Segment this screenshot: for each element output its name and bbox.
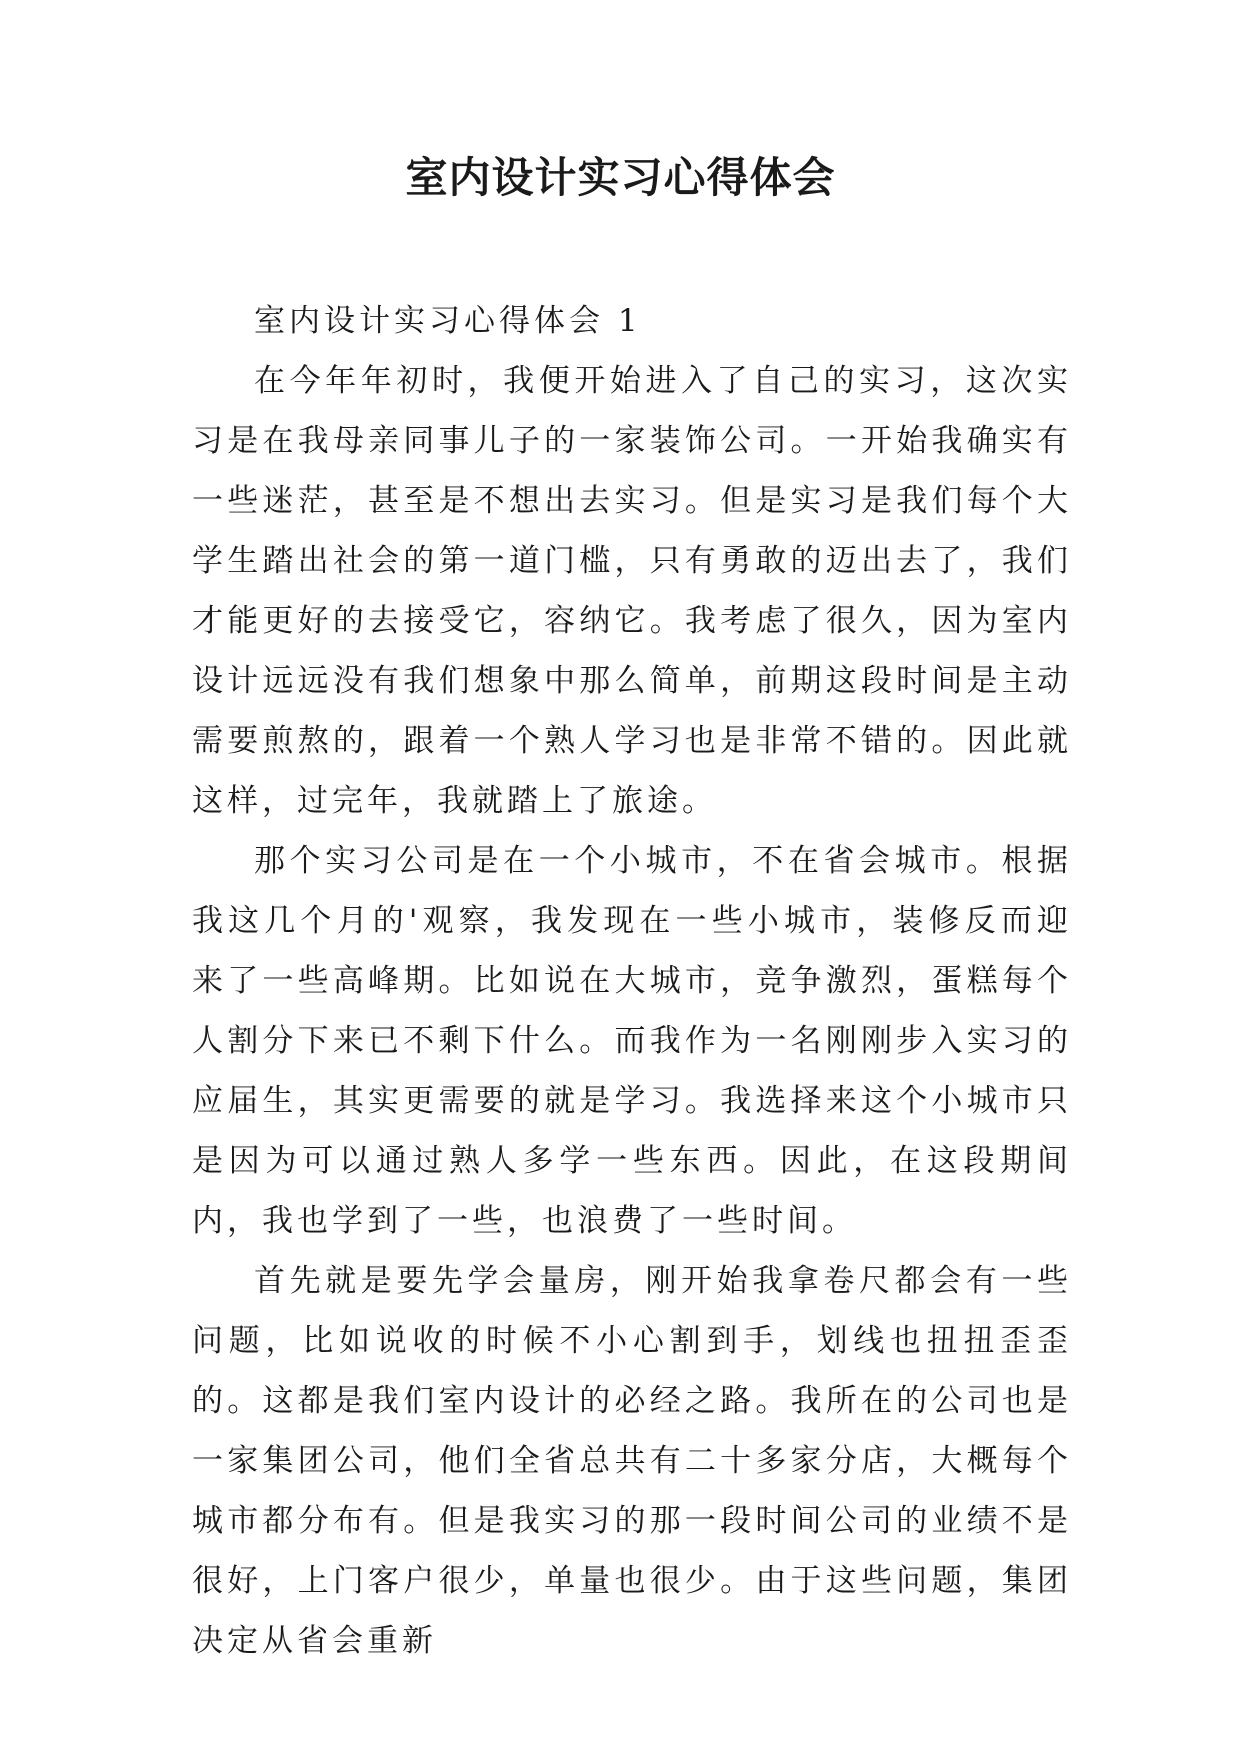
document-body — [192, 291, 1072, 1671]
paragraph-2: 那个实习公司是在一个小城市，不在省会城市。根据我这几个月的'观察，我发现在一些小城市，装修反而迎来了一些高峰期。比如说在大城市，竞争激烈，蛋糕每个人割分下来已不剩下什么。而我作为一名刚刚步入实习的应届生，其实更需要的就是学习。我选择来这个小城市只是因为可以通过熟人多学一些东西。因此，在这段期间内，我也学到了一些，也浪费了一些时间。 — [192, 843, 1072, 1239]
document-title: 室内设计实习心得体会 — [405, 153, 836, 202]
paragraph-1: 在今年年初时，我便开始进入了自己的实习，这次实习是在我母亲同事儿子的一家装饰公司。一开始我确实有一些迷茫，甚至是不想出去实习。但是实习是我们每个大学生踏出社会的第一道门槛，只有勇敢的迈出去了，我们才能更好的去接受它，容纳它。我考虑了很久，因为室内设计远远没有我们想象中那么简单，前期这段时间是主动需要煎熬的，跟着一个熟人学习也是非常不错的。因此就这样，过完年，我就踏上了旅途。 — [192, 363, 1072, 819]
section-subheading: 室内设计实习心得体会 1 — [254, 303, 642, 339]
paragraph-3: 首先就是要先学会量房，刚开始我拿卷尺都会有一些问题，比如说收的时候不小心割到手，划线也扭扭歪歪的。这都是我们室内设计的必经之路。我所在的公司也是一家集团公司，他们全省总共有二十多家分店，大概每个城市都分布有。但是我实习的那一段时间公司的业绩不是很好，上门客户很少，单量也很少。由于这些问题，集团决定从省会重新 — [192, 1263, 1072, 1659]
